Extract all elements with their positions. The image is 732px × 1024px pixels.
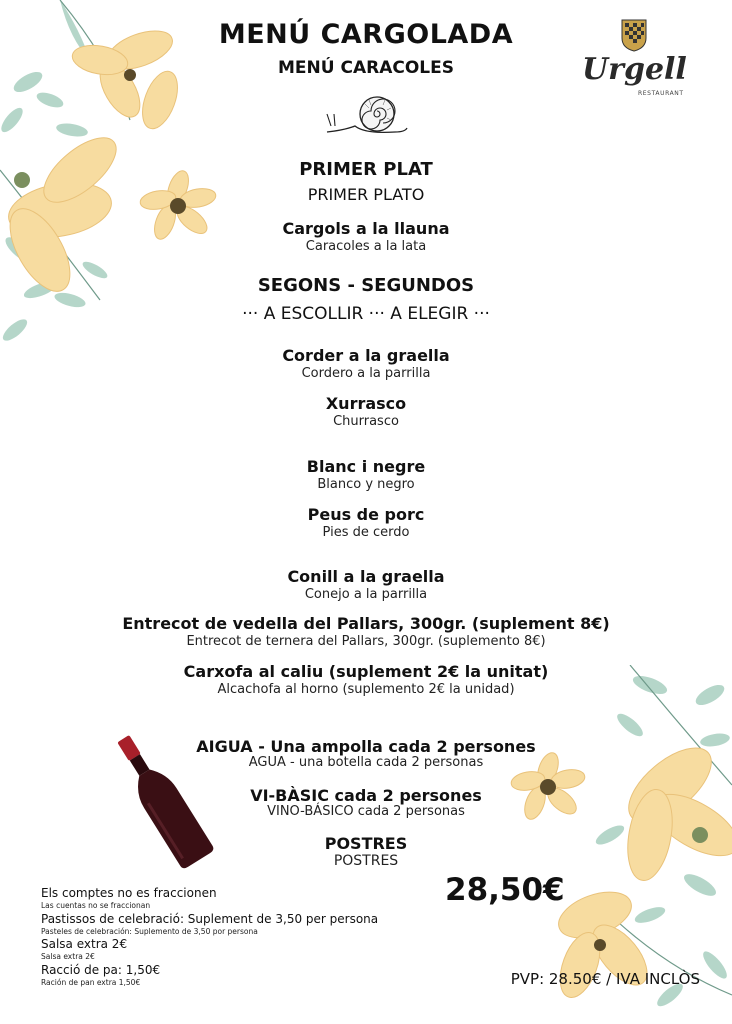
dish-name: Carxofa al caliu (suplement 2€ la unitat) xyxy=(183,662,549,681)
dish-name-es: Alcachofa al horno (suplemento 2€ la unidad) xyxy=(217,682,515,697)
dish-name-es: Churrasco xyxy=(333,414,399,429)
note-text-es: Las cuentas no se fraccionan xyxy=(41,901,151,910)
drink-item-es: AGUA - una botella cada 2 personas xyxy=(248,755,484,770)
first-course-heading-es: PRIMER PLATO xyxy=(307,185,425,204)
first-course-heading: PRIMER PLAT xyxy=(299,159,433,180)
note-text-es: Pasteles de celebración: Suplemento de 3,50 por persona xyxy=(41,926,258,936)
dessert-heading: POSTRES xyxy=(324,834,408,853)
note-text: Pastissos de celebració: Suplement de 3,50 per persona xyxy=(41,911,379,926)
dish-name: Conill a la graella xyxy=(287,567,445,586)
note-text-es: Salsa extra 2€ xyxy=(41,952,95,961)
logo-subtitle: RESTAURANT xyxy=(638,90,684,97)
dish-name: Xurrasco xyxy=(325,394,407,413)
pvp-note: PVP: 28.50€ / IVA INCLÒS xyxy=(510,970,700,988)
choose-note: ··· A ESCOLLIR ··· A ELEGIR ··· xyxy=(242,304,490,324)
dish-name-es: Pies de cerdo xyxy=(322,525,410,540)
dish-name-es: Conejo a la parrilla xyxy=(304,587,428,602)
menu-title: MENÚ CARGOLADA xyxy=(218,19,514,50)
notes-block xyxy=(41,885,378,989)
snail-icon xyxy=(325,92,409,140)
logo-name: Urgell xyxy=(582,52,687,87)
dessert-heading-es: POSTRES xyxy=(333,853,399,869)
note-text: Salsa extra 2€ xyxy=(41,937,128,951)
dish-name: Cargols a la llauna xyxy=(282,219,450,238)
dish-name-es: Entrecot de ternera del Pallars, 300gr. (suplemento 8€) xyxy=(186,634,546,649)
dish-name-es: Blanco y negro xyxy=(317,477,415,492)
drink-item: AIGUA - Una ampolla cada 2 persones xyxy=(196,737,536,756)
dish-name-es: Caracoles a la lata xyxy=(305,239,427,254)
menu-price: 28,50€ xyxy=(445,872,565,908)
note-text-es: Ración de pan extra 1,50€ xyxy=(41,977,141,987)
menu-subtitle: MENÚ CARACOLES xyxy=(278,58,454,78)
second-course-heading: SEGONS - SEGUNDOS xyxy=(257,275,475,296)
dish-name: Peus de porc xyxy=(307,505,425,524)
dish-name-es: Cordero a la parrilla xyxy=(301,366,431,381)
dish-name: Corder a la graella xyxy=(282,346,450,365)
dish-name: Entrecot de vedella del Pallars, 300gr. (suplement 8€) xyxy=(122,614,610,633)
drink-item: VI-BÀSIC cada 2 persones xyxy=(250,786,482,805)
dish-name: Blanc i negre xyxy=(306,457,426,476)
drink-item-es: VINO-BÁSICO cada 2 personas xyxy=(267,804,465,819)
note-text: Els comptes no es fraccionen xyxy=(41,886,217,900)
note-text: Racció de pa: 1,50€ xyxy=(41,962,161,977)
